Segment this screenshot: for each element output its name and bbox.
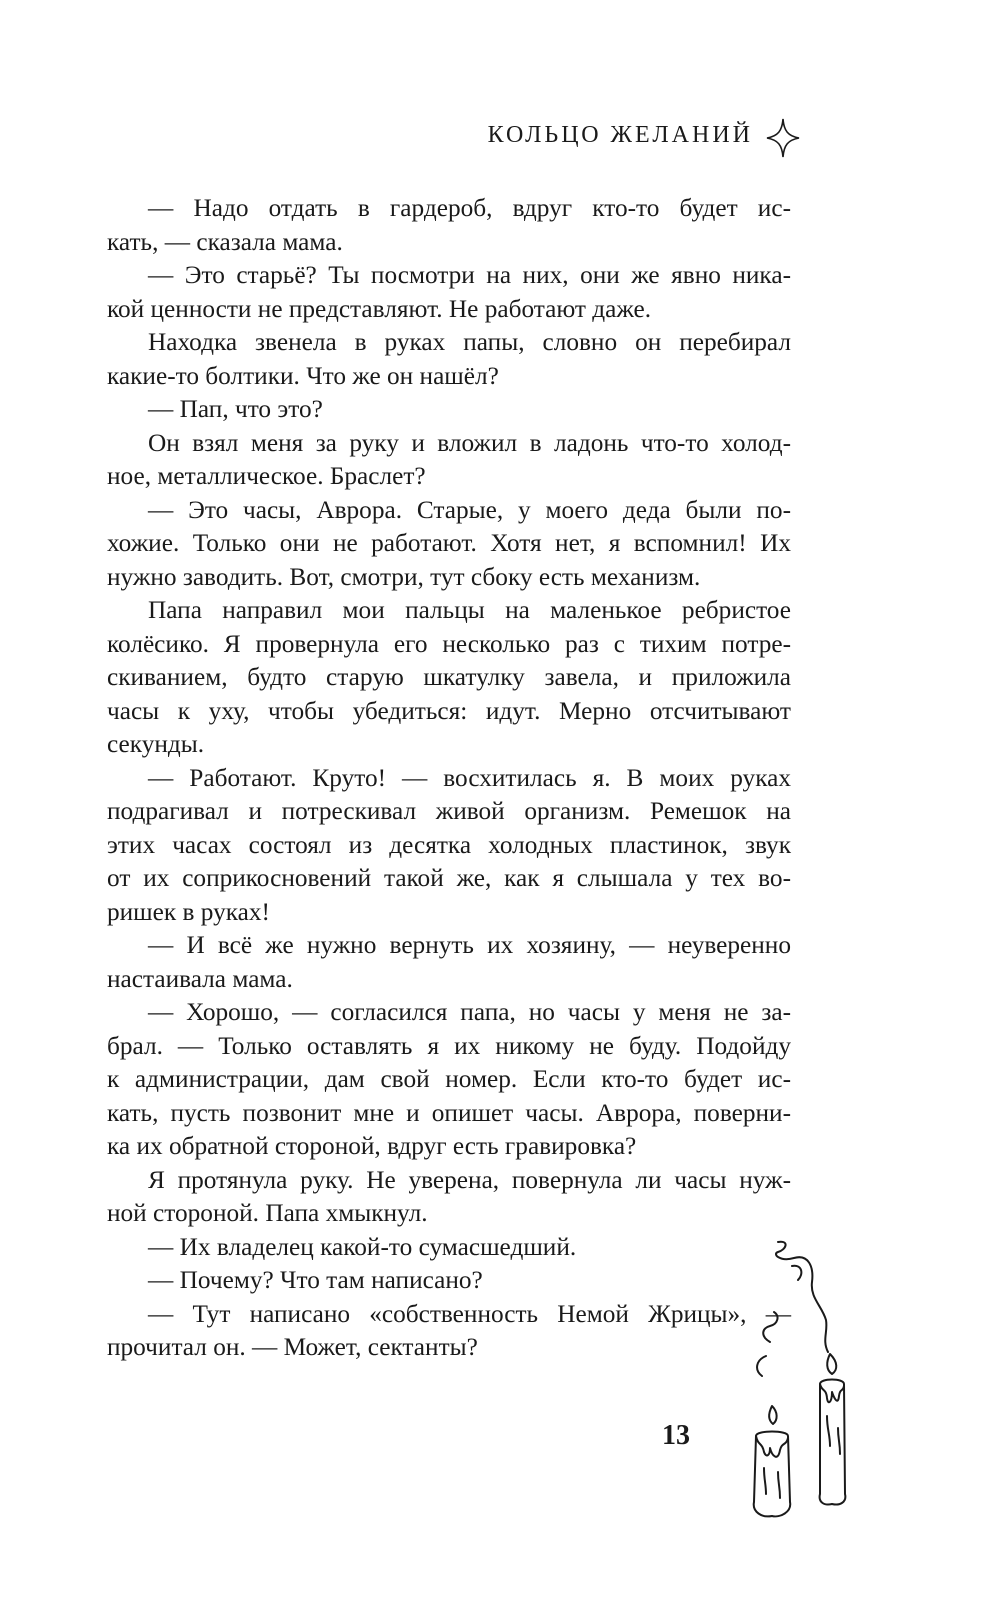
page-body-text: [107, 192, 791, 1365]
text-line: — Хорошо, — согласился папа, но часы у меня не за-: [148, 998, 791, 1026]
text-line: — Их владелец какой-то сумасшедший.: [148, 1232, 577, 1261]
text-line: Он взял меня за руку и вложил в ладонь что-то холод-: [148, 428, 791, 457]
text-line: — Это часы, Аврора. Старые, у моего деда были по-: [148, 495, 791, 524]
text-line: кать, пусть позвонит мне и опишет часы. Аврора, поверни-: [107, 1098, 791, 1127]
text-line: кать, — сказала мама.: [107, 227, 343, 256]
running-title: КОЛЬЦО ЖЕЛАНИЙ: [487, 122, 753, 148]
text-line: ришек в руках!: [107, 897, 270, 926]
text-line: от их соприкосновений такой же, как я слышала у тех во-: [107, 864, 791, 892]
text-line: секунды.: [107, 730, 205, 758]
text-line: — Почему? Что там написано?: [148, 1266, 483, 1294]
text-line: кой ценности не представляют. Не работают даже.: [107, 294, 652, 323]
text-line: ной стороной. Папа хмыкнул.: [107, 1199, 428, 1227]
text-line: нужно заводить. Вот, смотри, тут сбоку есть механизм.: [107, 562, 701, 591]
text-line: ное, металлическое. Браслет?: [107, 462, 426, 490]
text-line: этих часах состоял из десятка холодных пластинок, звук: [107, 830, 791, 859]
text-line: — Тут написано «собственность Немой Жрицы», —: [148, 1299, 791, 1328]
four-point-star-icon: [766, 118, 800, 158]
text-line: часы к уху, чтобы убедиться: идут. Мерно отсчитывают: [107, 696, 791, 725]
text-line: подрагивал и потрескивал живой организм. Ремешок на: [107, 797, 791, 825]
page-number: 13: [662, 1420, 690, 1451]
text-line: Находка звенела в руках папы, словно он перебирал: [148, 328, 791, 356]
text-line: скиванием, будто старую шкатулку завела, и приложила: [107, 663, 791, 691]
text-line: — Это старьё? Ты посмотри на них, они же явно ника-: [148, 261, 791, 289]
candles-illustration: [748, 1236, 868, 1526]
text-line: настаивала мама.: [107, 964, 293, 993]
text-line: колёсико. Я провернула его несколько раз с тихим потре-: [107, 629, 791, 658]
text-line: какие-то болтики. Что же он нашёл?: [107, 361, 499, 390]
text-line: — И всё же нужно вернуть их хозяину, — неуверенно: [148, 931, 791, 959]
text-line: хожие. Только они не работают. Хотя нет, я вспомнил! Их: [107, 529, 791, 557]
text-line: — Пап, что это?: [148, 395, 323, 423]
text-line: — Надо отдать в гардероб, вдруг кто-то будет ис-: [148, 194, 791, 222]
text-line: Папа направил мои пальцы на маленькое ребристое: [148, 596, 791, 624]
text-line: к администрации, дам свой номер. Если кто-то будет ис-: [107, 1065, 791, 1093]
text-line: ка их обратной стороной, вдруг есть гравировка?: [107, 1132, 637, 1160]
running-header: [487, 118, 800, 158]
text-line: — Работают. Круто! — восхитилась я. В моих руках: [148, 763, 791, 792]
text-line: Я протянула руку. Не уверена, повернула ли часы нуж-: [148, 1165, 791, 1194]
text-line: прочитал он. — Может, сектанты?: [107, 1333, 478, 1361]
text-line: брал. — Только оставлять я их никому не буду. Подойду: [107, 1031, 791, 1060]
